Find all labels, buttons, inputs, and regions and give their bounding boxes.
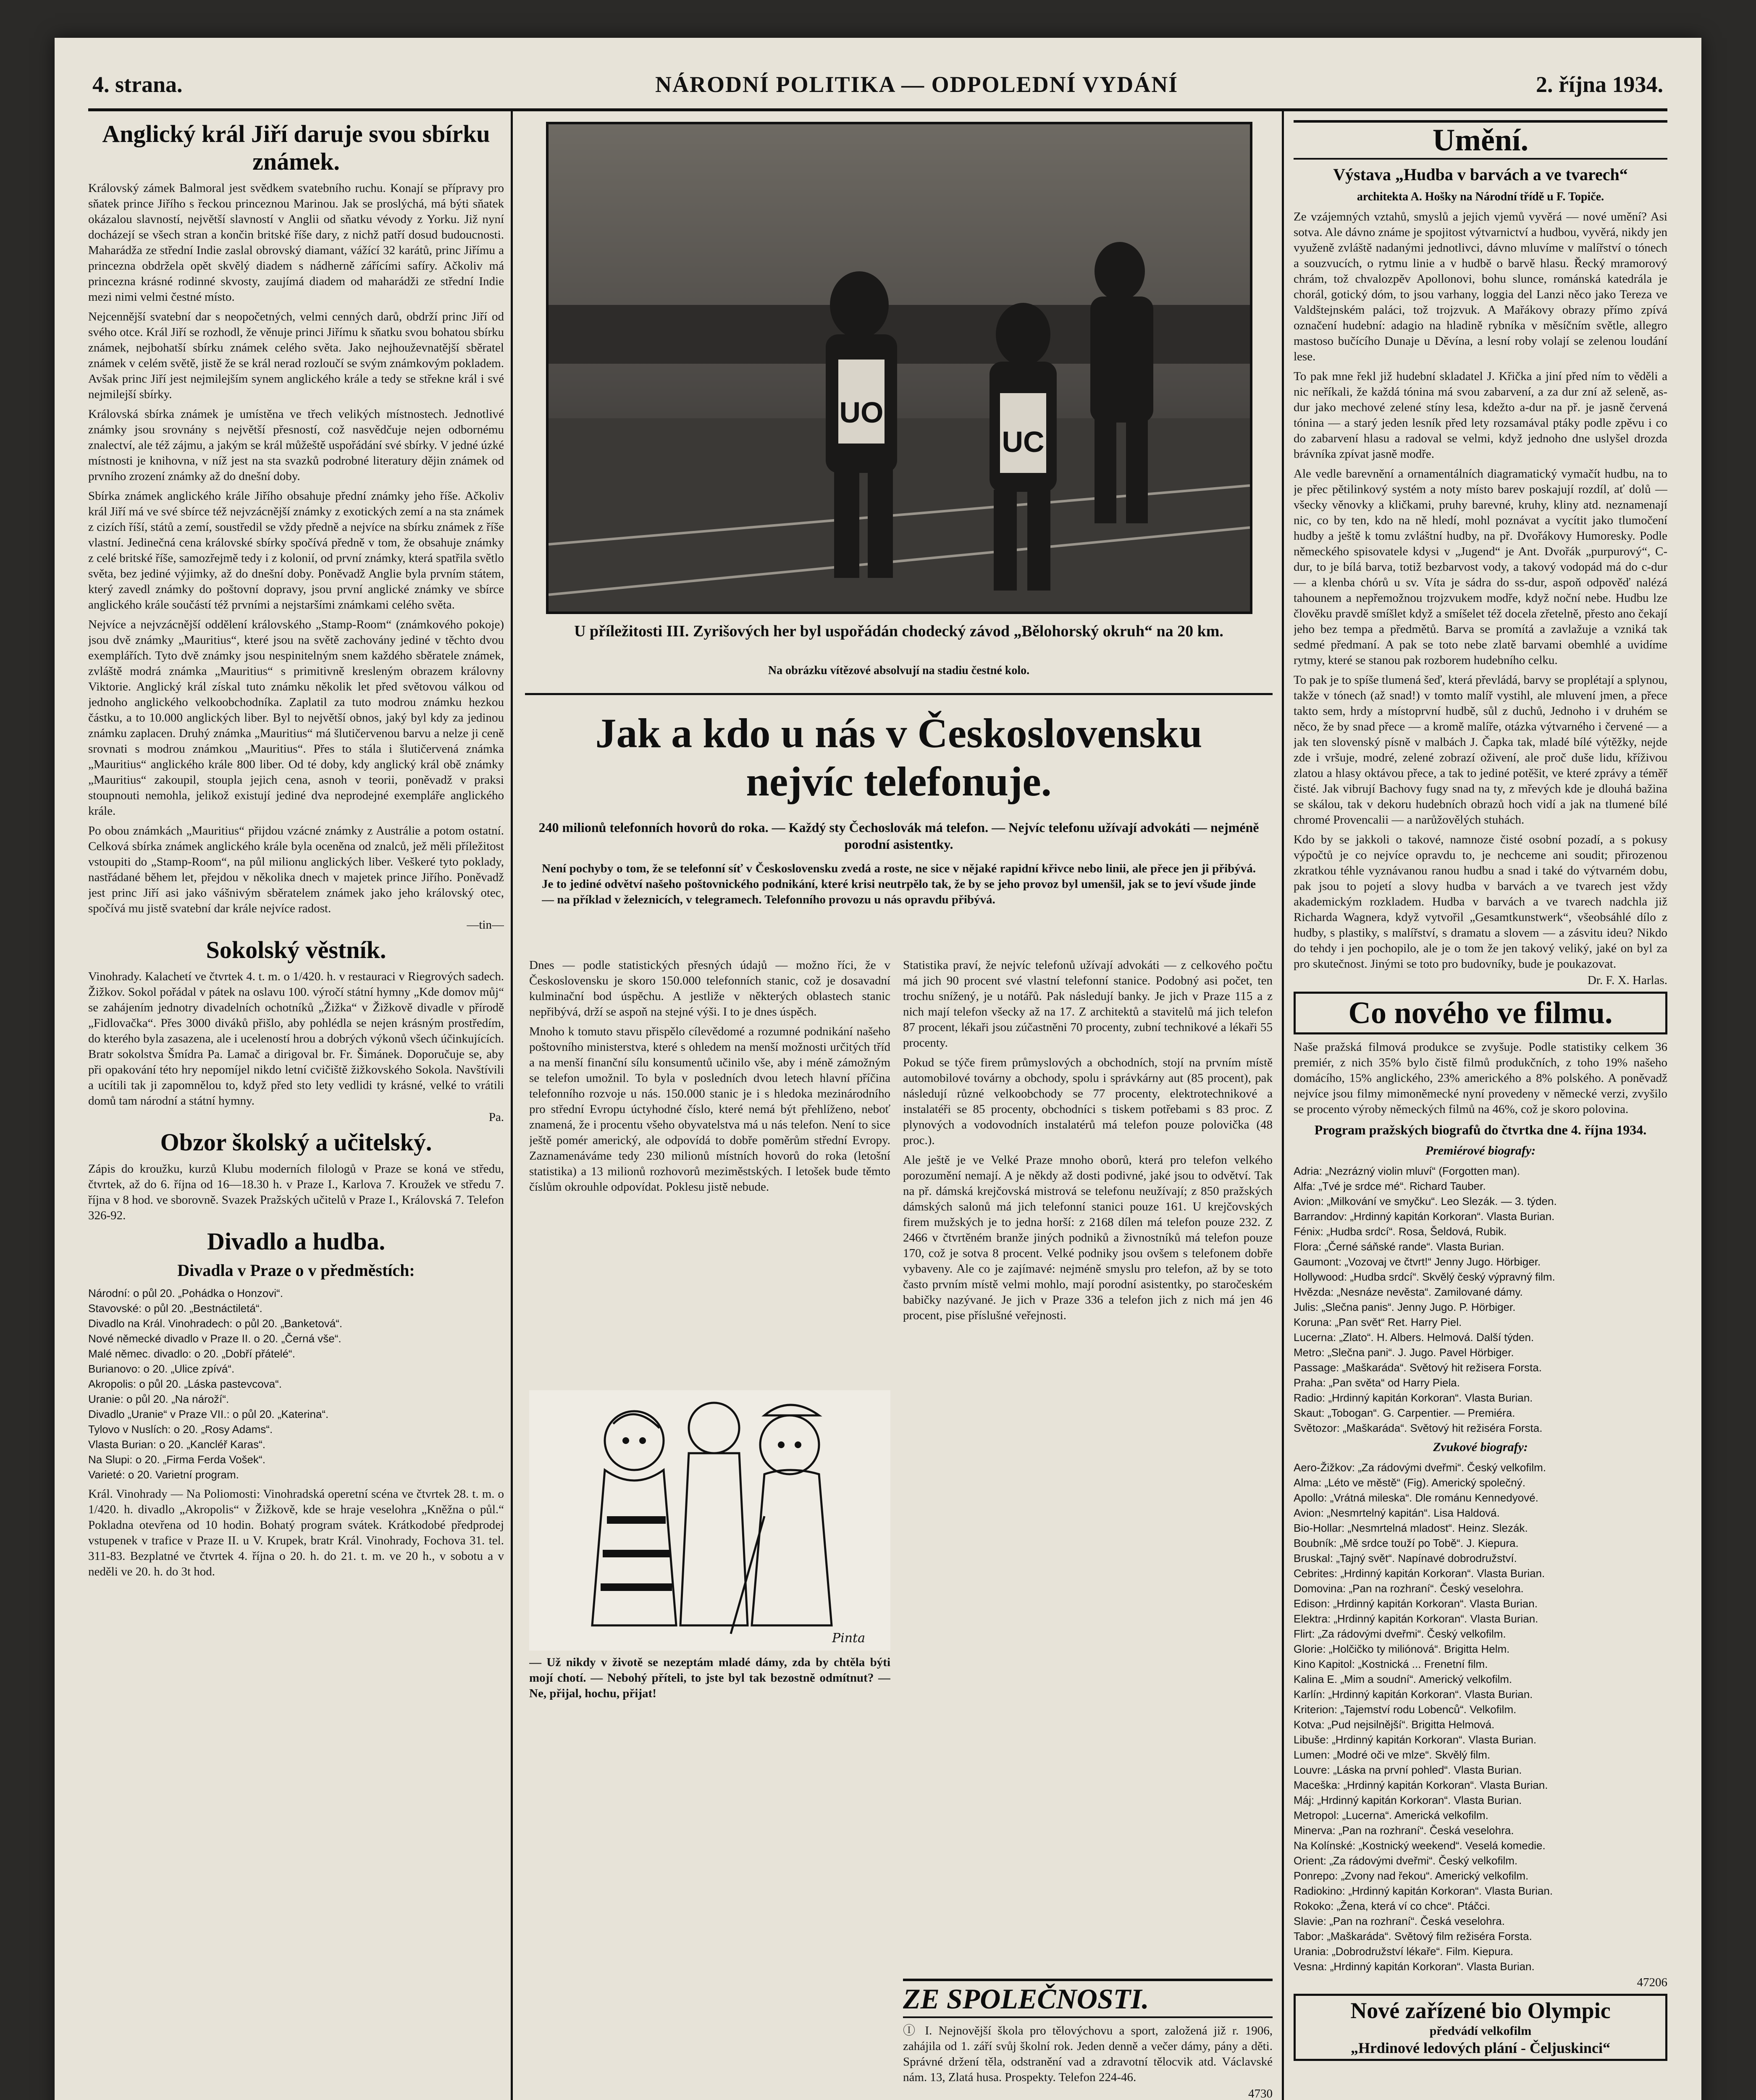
newspaper-page (55, 38, 1701, 2100)
runner-bib-2: UC (1002, 425, 1045, 458)
theatre-list-item: Vlasta Burian: o 20. „Kancléř Karas“. (88, 1438, 265, 1451)
society-number: 4730 (1248, 2087, 1273, 2100)
section-title-theatre: Divadlo a hudba. (207, 1228, 385, 1255)
society-box (903, 1976, 1273, 2100)
theatre-list-item: Tylovo v Nuslích: o 20. „Rosy Adams“. (88, 1423, 273, 1436)
cinema-list-item: Libuše: „Hrdinný kapitán Korkoran“. Vlasta Burian. (1294, 1733, 1537, 1746)
cinema-list-item: Bruskal: „Tajný svět“. Napínavé dobrodružství. (1294, 1552, 1517, 1564)
cinema-list-item: Boubník: „Mě srdce touží po Tobě“. J. Kiepura. (1294, 1537, 1519, 1549)
cinema-list-item: Aero-Žižkov: „Za rádovými dveřmi“. Český velkofilm. (1294, 1461, 1546, 1474)
cinema-list-item: Urania: „Dobrodružství lékaře“. Film. Kiepura. (1294, 1945, 1514, 1958)
article-paragraph: Nejcennější svatební dar s neopočetných, velmi cenných darů, obdrží princ Jiří od svého otce. Král Jiří se rozhodl, že věnuje princi Jiřímu k sňatku svou bohatou sbírku známek, nejbohatší sbírku známek celého světa. Jako nejhouževnatější sběratel známek v celém světě, jistě že se král nerad rozloučí se svým známkovým pokladem. Avšak princ Jiří jest nejmilejším synem anglického krále a tedy se střekne král i své nejmilejší sbírky. (88, 310, 504, 401)
cinema-list-item: Lucerna: „Zlato“. H. Albers. Helmová. Další týden. (1294, 1331, 1534, 1344)
cinema-list-item: Minerva: „Pan na rozhraní“. Česká veselohra. (1294, 1824, 1514, 1837)
cartoon-signature: Pinta (832, 1631, 865, 1646)
cinema-list-item: Koruna: „Pan svět“ Ret. Harry Piel. (1294, 1316, 1462, 1328)
phone-col-a (529, 958, 890, 1382)
cinema-list-item: Avion: „Milkování ve smyčku“. Leo Slezák. — 3. týden. (1294, 1195, 1557, 1208)
cinema-list-item: Metropol: „Lucerna“. Americká velkofilm. (1294, 1809, 1488, 1822)
article-signature: —tin— (467, 918, 504, 932)
cinema-list-item: Maceška: „Hrdinný kapitán Korkoran“. Vlasta Burian. (1294, 1779, 1548, 1791)
cinema-list-item: Karlín: „Hrdinný kapitán Korkoran“. Vlasta Burian. (1294, 1688, 1533, 1701)
olympic-ad-line2: předvádí velkofilm (1429, 2024, 1532, 2038)
phone-lead: Není pochyby o tom, že se telefonní síť v Československu zvedá a roste, ne sice v nějaké rapidní křivce nebo linii, ale přece jen ji přibývá. Je to jediné odvětví našeho poštovnického podnikání, které krisi neutrpělo tak, že by se jeho provoz byl umenšil, jak se to jeví všude jinde — na příklad v železnicích, v telegramech. Telefonního provozu u nás opravdu přibývá. (542, 862, 1256, 906)
cinema-list-item: Metro: „Slečna pani“. J. Jugo. Pavel Hörbiger. (1294, 1346, 1514, 1359)
art-paragraph: To pak je to spíše tlumená šeď, která převládá, barvy se proplétají a splynou, takže v tónech (až snad!) v tomto malíř vystihl, ale mluvení jmen, a přece takto sem, hrdy a místoprvní hudbě, sůl z duchů, Jednoho i v druhém se něco, že by snad přece — a kromě malíře, otázka výtvarného i červené — a jak ten slovenský písně v malbách J. Čapka tak, mladé bílé výtěžky, nejde zde i vršuje, modré, zelené zobrazí oživení, ale proč duše lidu, kříživou zlatou a hlasy oktávou přece, a tak to jediné potěšit, ve které zprávy a téměř čisté. Jak vibrují Bachovy fugy snad na ty, z mřevých kde je dlouhá bažina se skálou, tak v dekoru hudebních obrazů hoch vidí a jak na tlumené bílé chromé Provencalii — a narůžovělých stuhách. (1294, 673, 1667, 827)
photo1-subcaption: Na obrázku vítězové absolvují na stadiu čestné kolo. (768, 664, 1030, 677)
sokol-signature: Pa. (488, 1110, 504, 1124)
program-number: 47206 (1637, 1976, 1667, 1989)
theatre-note: Král. Vinohrady — Na Poliomosti: Vinohradská operetní scéna ve čtvrtek 28. t. m. o 1/420. h. divadlo „Akropolis“ v Žižkově, kde se hraje veselohra „Kněžna o půl.“ Pokladna otevřena od 10 hodin. Bohatý program svátek. Krátkodobé předprodej vstupenek v trafice v Praze II. u V. Krupek, bratr Král. Vinohrady, Fochova 31. tel. 311-83. Bezplatné ve čtvrtek 4. října o 20. h. do 21. t. m. ve 20 h., v sobotu a v neděli ve 20. h. do 3t hod. (88, 1487, 504, 1578)
olympic-ad-line1: Nové zařízené bio Olympic (1350, 1998, 1611, 2023)
cinema-list-item: Flora: „Černé sáňské rande“. Vlasta Burian. (1294, 1240, 1504, 1253)
school-paragraph: Zápis do kroužku, kurzů Klubu moderních filologů v Praze se koná ve středu, čtvrtek, až do 6. října od 16—18.30 h. v Praze I., Karlova 7. Kroužek ve středu 7. října v 8 hod. ve sborovně. Svazek Pražských učitelů v Praze I., Královská 7. Telefon 326-92. (88, 1162, 504, 1222)
cinema-list-item: Vesna: „Hrdinný kapitán Korkoran“. Vlasta Burian. (1294, 1960, 1535, 1973)
cinema-list-item: Orient: „Za rádovými dveřmi“. Český velkofilm. (1294, 1854, 1518, 1867)
phone-lead-box (542, 861, 1256, 958)
newspaper-title: NÁRODNÍ POLITIKA — ODPOLEDNÍ VYDÁNÍ (655, 72, 1179, 97)
left-column (88, 118, 504, 2100)
cinema-list-item: Skaut: „Tobogan“. G. Carpentier. — Premiéra. (1294, 1407, 1515, 1419)
olympic-ad (1294, 1994, 1667, 2061)
photo-walking-race (546, 122, 1252, 614)
phone-subtitle: 240 milionů telefonních hovorů do roka. — Každý sty Čechoslovák má telefon. — Nejvíc telefonu užívají advokáti — nejméně porodní asistentky. (538, 820, 1259, 852)
cinema-list-item: Louvre: „Láska na první pohled“. Vlasta Burian. (1294, 1764, 1522, 1776)
phone-paragraph: Mnoho k tomuto stavu přispělo cílevědomé a rozumné podnikání našeho poštovního ministerstva, které s ohledem na menší možnosti určitých tříd a na menší finanční sílu konsumentů učinilo vše, aby i méně zámožným se telefon umožnil. To byla v posledních dvou letech hlavní příčina telefonního rozvoje u nás. 150.000 stanic je i s hledoka mezinárodního pro střední Evropu úctyhodné číslo, které nemá být přehlíženo, neboť znamená, že i procentu všeho obyvatelstva má u nás telefon. Není to sice ještě pomér americký, ale odpovídá to dobře poměrům střední Evropy. Zaznamenáváme tedy 230 milionů místních hovorů do roka (letošní statistika) a 13 milionů rozhovorů meziměstských. I letošek bude těmto číslům okrouhle odpovídat. Poklesu jistě nebude. (529, 1025, 890, 1194)
cartoon-drawing (529, 1390, 890, 1651)
page-number: 4. strana. (92, 72, 183, 97)
sound-cinema-list (1294, 1460, 1667, 1974)
cinema-list-item: Kotva: „Pud nejsilnější“. Brigitta Helmová. (1294, 1718, 1495, 1731)
cartoon-caption: — Už nikdy v životě se nezeptám mladé dámy, zda by chtěla býti mojí chotí. — Nebohý příteli, to jste byl tak bezostně odmítnut? — Ne, přijal, hochu, přijat! (529, 1656, 890, 1700)
cinema-list-item: Lumen: „Modré oči ve mlze“. Skvělý film. (1294, 1748, 1491, 1761)
phone-title-line1: Jak a kdo u nás v Československu (595, 710, 1202, 756)
article-paragraph: Nejvíce a nejvzácnější oddělení královského „Stamp-Room“ (známkového pokoje) jsou dvě známky „Mauritius“, které jsou na světě zachovány jediné v těchto dvou exemplářích. Tyto dvě známky jsou nespinitelným snem každého sběratele známek, zvláště modrá známka „Mauritius“ s primitivně kresleným obrazem královny Viktorie. Anglický král získal tuto známku několik let před světovou válkou od jednoho anglického velkoobchodníka. Zaplatil za tuto modrou známku hezkou částku, a to 10.000 anglických liber. Byl to největší obnos, jaký byl kdy za jedinou známku zaplacen. Druhý známka „Mauritius“ má šlutičervenou barvu a nelze ji ceně srovnati s modrou známkou „Mauritius“. Přes to stála i šlutičervená známka „Mauritius“ anglického krále 800 liber. Od té doby, kdy anglický král obě známky „Mauritius“ zakoupil, stoupla jejich cena, asnoh v teorii, poněvadž v praksi stoupnouti nemohla, jelikož existují jediné dva neprodejné exempláře anglického krále. (88, 618, 504, 818)
cinema-list-item: Radiokino: „Hrdinný kapitán Korkoran“. Vlasta Burian. (1294, 1885, 1553, 1897)
cinema-list-item: Avion: „Nesmrtelný kapitán“. Lisa Haldová. (1294, 1507, 1500, 1519)
cinema-list-item: Barrandov: „Hrdinný kapitán Korkoran“. Vlasta Burian. (1294, 1210, 1555, 1223)
cinema-list-item: Alma: „Léto ve městě“ (Fig). Americký společný. (1294, 1476, 1525, 1489)
issue-date: 2. října 1934. (1536, 72, 1663, 97)
phone-paragraph: Ale ještě je ve Velké Praze mnoho oborů, která pro telefon velkého porozumění nemají. A je někdy až dosti podivné, jaké jsou to odvětví. Tak na př. dámská krejčovská mistrová se telefonu neužívají; z 850 pražských dámských salonů má jich telefonní stanici pouze 161. U krejčovských firem mužských je to jedna horší: z 2168 dílen má telefon pouze 232. Z 2466 v čtvrtěném branže jiných podniků a živnostníků má telefon pouze 170, což je sotva 8 procent. Velké podniky jsou ovšem s telefonem dobře vybaveny. Ale co je zajímavé: nejméně smyslu pro telefon, až by se toto často prvním místě velmi mohlo, mají porodní asistentky, po staročeském babičky nazývané. Je jich v Praze 336 a telefon jich z nich má jen 46 procent, pise příslušné veřejnosti. (903, 1153, 1273, 1322)
art-paragraph: Kdo by se jakkoli o takové, namnoze čisté osobní pozadí, a s pokusy výpočtů je co nejvíce opravdu to, je nechceme ani soudit; přirozenou zkratkou téhle vyznávanou ranou hudbu a snad i také do výtvarném dobu, pak jsou to pojetí a slovy hudba v barvách a ve tvarech jest vždy akademickým rozkladem. Hudba v barvách a ve tvarech nadchla již Richarda Wagnera, když vytvořil „Gesamtkunstwerk“, všeobsáhlé dílo z hudby, s plastiky, s malířství, s dramatu a slovem — a zásvitu ideu? Nikdo do tehdy i jen pochopilo, ale je o tom že jen takový veliký, jaké on byl za pro skutečnost. Jinými se toto pro budovníky, bude je poukazovat. (1294, 833, 1667, 971)
theatre-list-item: Uranie: o půl 20. „Na nároží“. (88, 1393, 229, 1405)
program-title: Program pražských biografů do čtvrtka dne 4. října 1934. (1314, 1122, 1647, 1137)
art-signature: Dr. F. X. Harlas. (1587, 974, 1667, 987)
repr-subtitle: Zvukové biografy: (1433, 1440, 1528, 1454)
cinema-list-item: Slavie: „Pan na rozhraní“. Česká veselohra. (1294, 1915, 1505, 1927)
cinema-list-item: Gaumont: „Vozovaj ve čtvrt!“ Jenny Jugo. Hörbiger. (1294, 1255, 1541, 1268)
theatre-list-item: Nové německé divadlo v Praze II. o 20. „Černá vše“. (88, 1332, 341, 1345)
cinema-list-item: Domovina: „Pan na rozhraní“. Český veselohra. (1294, 1582, 1524, 1595)
cinema-list-item: Hollywood: „Hudba srdcí“. Skvělý český výpravný film. (1294, 1270, 1555, 1283)
cinema-list-item: Edison: „Hrdinný kapitán Korkoran“. Vlasta Burian. (1294, 1597, 1538, 1610)
phone-paragraph: Statistika praví, že nejvíc telefonů užívají advokáti — z celkového počtu má jich 90 procent své vlastní telefonní stanice. Podobný asi počet, ten trochu snížený, je u notářů. Pak následují banky. Je jich v Praze 115 a z nich mají telefon všecky až na 17. Z architektů a stavitelů má jich telefon 87 procent, lékaři jsou zúčastněni 70 procenty, zubní technikové a lékaři 55 procenty. (903, 958, 1273, 1050)
theatre-list-item: Divadlo „Uranie“ v Praze VII.: o půl 20. „Katerina“. (88, 1408, 329, 1420)
art-paragraph: Ale vedle barevnění a ornamentálních diagramatický vymačít hudbu, na to je přec pětilinkový systém a noty místo barev poskajují rozdíl, ať dolů — všecky věnovky a kličkami, pruhy barevné, kruhy, kliny atd. neznamenají nic, co by ten, kdo na ně hledí, mohl poznávat a vycítit jako tlumočení hudby a ještě k tomu zvláštní hudby, na př. Dvořákovy Humoresky. Podle německého spisovatele kdysi v „Jugend“ je Ant. Dvořák „purpurový“, C-dur, to je bílá barva, totiž bezbarvost vody, a takový vodopád má do c-dur — a klenba chórů u sv. Víta je sádra do ss-dur, aspoň odpověď nalézá tahounem a nepřemožnou trojzvukem modře, když noční nebe. Hudbu lze člověku pravdě smíšlet když a smíšelet též docela zřetelně, přesto ano čekají jeho bez tempa a předmětů. Barva se promítá a zavlažuje a vzniká tak sedmé předmaní. A pak se toto nebe zlatě barvami obemhlé a uvidíme rytmy, které se stanou pak rozborem hudebního celku. (1294, 467, 1667, 667)
phone-paragraph: Pokud se týče firem průmyslových a obchodních, stojí na prvním místě automobilové továrny a obchody, spolu i správkárny aut (85 procent), pak následují různé velkoobchody se 77 procenty, elektrotechnikové a instalatéři se 85 procenty, obchodníci s tiskem potřebami s 83 proc. Z plynových a vodovodních instalatérů má telefon pouze polovička (48 proc.). (903, 1056, 1273, 1147)
column-rule-left (511, 111, 513, 2100)
theatre-list-item: Burianovo: o 20. „Ulice zpívá“. (88, 1362, 235, 1375)
cinema-list-item: Kriterion: „Tajemství rodu Lobenců“. Velkofilm. (1294, 1703, 1517, 1716)
cinema-list-item: Hvězda: „Nesnáze nevěsta“. Zamilované dámy. (1294, 1286, 1523, 1298)
section-rule (525, 693, 1273, 695)
cinema-list-item: Alfa: „Tvé je srdce mé“. Richard Tauber. (1294, 1180, 1486, 1192)
cinema-list-item: Rokoko: „Žena, která ví co chce“. Ptáčci. (1294, 1900, 1491, 1912)
section-title-film: Co nového ve filmu. (1294, 992, 1667, 1034)
art-paragraph: To pak mne řekl již hudební skladatel J. Křička a jiní před ním to věděli a nic neříkali, že každá tónina má svou zabarvení, a za dur zní až seleně, as-dur jako mechové zelené stíny lesa, kdežto a-dur na př. je jasně červená tónina — a starý jeden lesník před lety rozsamával ptáky podle zpěvu i co do zabarvení hlasu a radoval se velmi, když jednoho dne uslyšel drozda brávníka zpívat jasně modře. (1294, 370, 1667, 461)
theatre-list-item: Akropolis: o půl 20. „Láska pastevcova“. (88, 1378, 282, 1390)
cinema-list-item: Julis: „Slečna panis“. Jenny Jugo. P. Hörbiger. (1294, 1301, 1516, 1313)
runner-bib-1: UO (839, 396, 884, 429)
cinema-list-item: Adria: „Nezrázný violin mluví“ (Forgotten man). (1294, 1165, 1520, 1177)
section-title-sokol: Sokolský věstník. (206, 936, 386, 963)
art-subtitle: Výstava „Hudba v barvách a ve tvarech“ (1333, 165, 1628, 184)
theatre-list-item: Národní: o půl 20. „Pohádka o Honzovi“. (88, 1287, 283, 1299)
photo1-caption: U příležitosti III. Zyrišových her byl uspořádán chodecký závod „Bělohorský okruh“ na 20 km. (574, 622, 1223, 640)
cinema-list-item: Světozor: „Maškaráda“. Světový hit režiséra Forsta. (1294, 1422, 1543, 1434)
cinema-list-item: Passage: „Maškaráda“. Světový hit režisera Forsta. (1294, 1361, 1542, 1374)
art-location: architekta A. Hošky na Národní třídě u F. Topiče. (1357, 190, 1604, 203)
cinema-list-item: Flirt: „Za rádovými dveřmi“. Český velkofilm. (1294, 1628, 1506, 1640)
cinema-list-item: Cebrites: „Hrdinný kapitán Korkoran“. Vlasta Burian. (1294, 1567, 1545, 1580)
film-paragraph: Naše pražská filmová produkce se zvyšuje. Podle statistiky celkem 36 premiér, z nich 35% bylo čistě filmů produkčních, z toho 19% našeho domácího, 15% anglického, 23% amerického a 8% polského. A poněvadž nejvíce jsou filmy mimoněmecké nyní provedeny v německé verzi, zvyšilo se procento výroby německých filmů na 46%, což je skoro polovina. (1294, 1040, 1667, 1116)
article-paragraph: Královský zámek Balmoral jest svědkem svatebního ruchu. Konají se přípravy pro sňatek prince Jiřího s řeckou princeznou Marinou. Jak se proslýchá, má býti sňatek okázalou slavností, největší slavností v Anglii od sňatku vévody z Yorku. Již nyní docházejí se všech stran a končin britské říše dary, z nichž patří dosud budoucnosti. Maharádža ze střední Indie zaslal obrovský diamant, vážící 32 karátů, princ Jiřímu a princezna obdržela opět skvělý diadem s nádherně zářícími safíry. Ačkoliv má princezna krásné rodinné skvosty, zaujímá diadem od maharádži ze střední Indie mezi nimi velmi čestné místo. (88, 181, 504, 304)
society-paragraph: Ⓘ I. Nejnovější škola pro tělovýchovu a sport, založená již r. 1906, zahájila od 1. září svůj školní rok. Jeden denně a večer dámy, pány a děti. Správné držení těla, odstranění vad a zdravotní tělocvik atd. Václavské nám. 13, Zlatá husa. Prospekty. Telefon 224-46. (903, 2024, 1273, 2084)
theatre-list-item: Varieté: o 20. Varietní program. (88, 1468, 239, 1481)
sokol-paragraph: Vinohrady. Kalachetí ve čtvrtek 4. t. m. o 1/420. h. v restauraci v Riegrových sadech. Žižkov. Sokol pořádal v pátek na oslavu 100. výročí státní hymny „Kde domov můj“ se zahájením jednotry divadelních ochotníků „Žižka“ v Žižkově divadle v přírodě „Fidlovačka“. Přes 3000 diváků přišlo, aby pohlédla se nejen krásným prostředím, do kterého byla zasazena, ale i uceleností hrou a dobrých výkonů všech účinkujících. Bratr sokolstva Šmídra Pa. Lamač a dirigoval br. Fr. Šimánek. Doporučuje se, aby při opakování této hry nepomíjel nikdo letní cvičiště žižkovského Sokola. Navštívili a ucítili tak ji zapomnělou to, když před sto lety vedlidi ty krásné, velké to vrátili domů tam národní a státní hymny. (88, 970, 504, 1108)
cinema-list-item: Na Kolínské: „Kostnický weekend“. Veselá komedie. (1294, 1839, 1546, 1852)
theatre-list (88, 1286, 504, 1482)
cinema-list-item: Elektra: „Hrdinný kapitán Korkoran“. Vlasta Burian. (1294, 1612, 1538, 1625)
cinema-list-item: Praha: „Pan světa“ od Harry Piela. (1294, 1376, 1460, 1389)
premiere-subtitle: Premiérové biografy: (1425, 1144, 1536, 1158)
walking-race-image (549, 124, 1250, 612)
section-title-art: Umění. (1294, 120, 1667, 160)
cinema-list-item: Glorie: „Holčičko ty miliónová“. Brigitta Helm. (1294, 1643, 1510, 1655)
section-title-society: ZE SPOLEČNOSTI. (903, 1979, 1273, 2018)
phone-paragraph: Dnes — podle statistických přesných údajů — možno říci, že v Československu je skoro 150.000 telefonních stanic, což je dosavadní kulminační bod úspěchu. A jestliže v některých oblastech stanic nepřibývá, drží se aspoň na stejné výši. I to je dnes úspěch. (529, 958, 890, 1018)
theatre-list-item: Divadlo na Král. Vinohradech: o půl 20. „Banketová“. (88, 1317, 343, 1330)
column-rule-right (1282, 111, 1284, 2100)
section-title-school: Obzor školský a učitelský. (160, 1129, 432, 1156)
cinema-list-item: Tabor: „Maškaráda“. Světový film režiséra Forsta. (1294, 1930, 1532, 1942)
cinema-list-item: Kalina E. „Mim a soudní“. Americký velkofilm. (1294, 1673, 1512, 1685)
cinema-list-item: Máj: „Hrdinný kapitán Korkoran“. Vlasta Burian. (1294, 1794, 1522, 1806)
cinema-list-item: Bio-Hollar: „Nesmrtelná mladost“. Heinz. Slezák. (1294, 1522, 1528, 1534)
right-column (1294, 118, 1667, 2100)
cinema-list-item: Apollo: „Vrátná mileska“. Dle románu Kennedyové. (1294, 1491, 1538, 1504)
article-paragraph: Po obou známkách „Mauritius“ přijdou vzácné známky z Austrálie a potom ostatní. Celková sbírka známek anglického krále byla oceněna od znalců, jež měli příležitost vstoupiti do „Stamp-Room“, na půl milionu anglických liber. Veškeré tyto poklady, nastřádané během let, přejdou v několika dnech v majetek prince Jiřího. Poněvadž jest princ Jiří asi jako vášnivým sběratelem známek jako jeho královský otec, spočívá mu jistě svatební dar krále nejvíce radost. (88, 824, 504, 915)
theatre-list-item: Malé němec. divadlo: o 20. „Dobří přátelé“. (88, 1347, 295, 1360)
article-paragraph: Královská sbírka známek je umístěna ve třech velikých místnostech. Jednotlivé známky jsou srovnány s největší přesností, což nasvědčuje nejen odbornému znalectví, ale též zájmu, a jakým se král můžeště uspořádání své sbírky. V jedné úzké místnosti je knihovna, v níž jest na sta svazků podrobné literatury dějin známek od prvního zrození známky až do dnešní doby. (88, 407, 504, 483)
cartoon (529, 1390, 890, 1651)
theatre-subtitle: Divadla v Praze o v předměstích: (177, 1261, 415, 1280)
masthead-rule (88, 108, 1667, 111)
cartoon-caption-box (529, 1655, 890, 1756)
phone-title-line2: nejvíc telefonuje. (746, 758, 1052, 805)
cinema-list-item: Fénix: „Hudba srdcí“. Rosa, Šeldová, Rubik. (1294, 1225, 1507, 1238)
olympic-ad-line3: „Hrdinové ledových plání - Čeljuskinci“ (1350, 2040, 1611, 2056)
article-title-king-stamps: Anglický král Jiří daruje svou sbírku známek. (102, 120, 490, 175)
cinema-list-item: Radio: „Hrdinný kapitán Korkoran“. Vlasta Burian. (1294, 1391, 1533, 1404)
cinema-list-item: Ponrepo: „Zvony nad řekou“. Americký velkofilm. (1294, 1869, 1529, 1882)
masthead (92, 71, 1663, 105)
premiere-cinema-list (1294, 1163, 1667, 1436)
cinema-list-item: Kino Kapitol: „Kostnická ... Frenetní film. (1294, 1658, 1488, 1670)
art-paragraph: Ze vzájemných vztahů, smyslů a jejich vjemů vyvěrá — nové umění? Asi sotva. Ale dávno známe je spojitost výtvarnictví a hudbou, vyvěrá, nikdy jen využeně zvláště nadanými jednotlivci, dávno mluvíme v malířství o tónech a souzvucích, o rytmu linie a v hudbě o barvě hlasu. Řecký mramorový chrám, tož chvalozpěv Apollonovi, bohu slunce, románská katedrála je chorál, gotický dóm, to jsou varhany, loggia del Lanzi něco jako Tereza ve Valdštejnském paláci, tož trojzvuk. A Mařákovy obrazy přímo zpívá označení hudební: adagio na hladině rybníka v měsíčním světle, allegro mastoso bučícího Dunaje u Děvína, a lesní roby volají se zelenou loudání lese. (1294, 210, 1667, 363)
theatre-list-item: Stavovské: o půl 20. „Bestnáctiletá“. (88, 1302, 262, 1315)
phone-col-b (903, 958, 1273, 1974)
article-paragraph: Sbírka známek anglického krále Jiřího obsahuje přední známky jeho říše. Ačkoliv král Jiří má ve své sbírce též nejvzácnější známky z exotických zemí a na sta známek z cizích říší, států a zemí, soustředil se vždy předně a nejvíce na sbírku známek z říše vlastní. Jedinečná cena královské sbírky spočívá předně v tom, že obsahuje známky z celé britské říše, samozřejmě tedy i z kolonií, od první známky, která spatřila světlo světa, bez jediné výjimky, až do dnešní doby. Poněvadž Anglie byla prvním státem, který zavedl známky do poštovní dopravy, jsou první anglické známky ve sbírce anglického krále součástí též prvními a nejstaršími známkami celého světa. (88, 489, 504, 612)
theatre-list-item: Na Slupi: o 20. „Firma Ferda Vošek“. (88, 1453, 265, 1466)
